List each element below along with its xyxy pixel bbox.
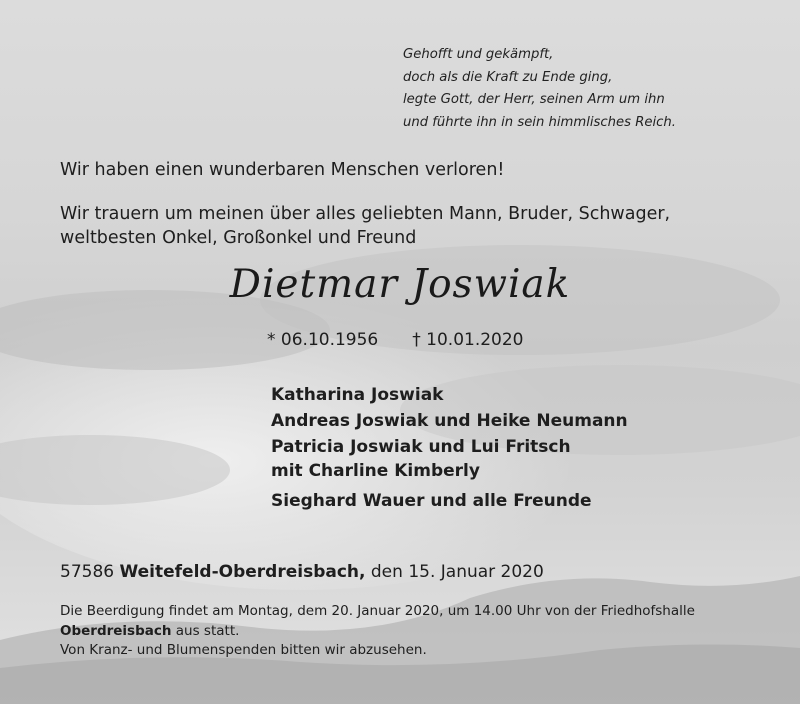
place-date-line	[60, 562, 544, 582]
mourner: Patricia Joswiak und Lui Fritsch	[271, 437, 571, 457]
poem-line: Gehofft und gekämpft,	[403, 47, 554, 62]
poem-line: legte Gott, der Herr, seinen Arm um ihn	[403, 92, 665, 107]
intro-line: weltbesten Onkel, Großonkel und Freund	[60, 228, 417, 248]
mourner: Andreas Joswiak und Heike Neumann	[271, 411, 628, 431]
zip-code: 57586	[60, 562, 115, 582]
lead-line: Wir haben einen wunderbaren Menschen verloren!	[60, 160, 505, 180]
life-dates	[267, 330, 558, 350]
mourner: mit Charline Kimberly	[271, 461, 480, 481]
funeral-notice	[60, 602, 780, 661]
mourners-list	[271, 382, 628, 514]
birth-date: * 06.10.1956	[267, 330, 379, 350]
town-name: Weitefeld-Oberdreisbach,	[119, 562, 366, 582]
poem-line: und führte ihn in sein himmlisches Reich.	[403, 114, 676, 130]
cemetery-location: Oberdreisbach	[60, 622, 172, 639]
notice-line-rest: aus statt.	[171, 622, 240, 639]
mourner: Katharina Joswiak	[271, 385, 444, 405]
intro-text	[60, 202, 670, 250]
notice-line: Die Beerdigung findet am Montag, dem 20. Januar 2020, um 14.00 Uhr von der Friedhofshalle	[60, 603, 695, 619]
intro-line: Wir trauern um meinen über alles geliebten Mann, Bruder, Schwager,	[60, 204, 671, 224]
notice-line	[60, 622, 780, 642]
mourner: Sieghard Wauer und alle Freunde	[271, 491, 592, 511]
poem-line: doch als die Kraft zu Ende ging,	[403, 69, 613, 85]
deceased-name: Dietmar Joswiak	[229, 262, 571, 307]
poem	[403, 44, 723, 134]
death-date: † 10.01.2020	[412, 330, 524, 350]
notice-date: den 15. Januar 2020	[370, 562, 544, 582]
notice-line: Von Kranz- und Blumenspenden bitten wir abzusehen.	[60, 642, 427, 658]
